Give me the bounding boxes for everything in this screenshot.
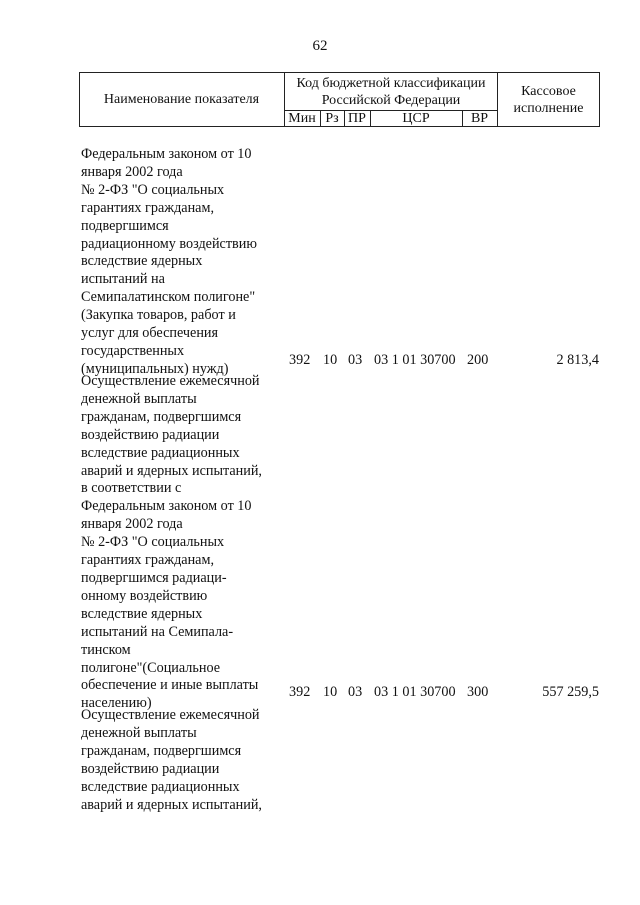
row-1-pr: 03 bbox=[348, 352, 363, 368]
row-1-min: 392 bbox=[289, 352, 311, 368]
row-2-min: 392 bbox=[289, 684, 311, 700]
table-header bbox=[79, 72, 600, 127]
header-code-line2: Российской Федерации bbox=[321, 93, 461, 108]
header-code-line1: Код бюджетной классификации bbox=[296, 76, 486, 91]
header-vr: ВР bbox=[470, 111, 489, 126]
row-1-vr: 200 bbox=[467, 352, 489, 368]
row-1-amount: 2 813,4 bbox=[556, 352, 599, 368]
row-2-name: Осуществление ежемесячной денежной выплаты гражданам, подвергшимся воздействию радиации вследствие радиационных аварий и ядерных испытаний, в соответствии с Федеральным законом от 10 января 2002 года № 2-ФЗ "О социальных гарантиях гражданам, подвергшимся радиаци- онному воздействию вследствие ядерных испытаний на Семипала- тинском полигоне"(Социальное обеспечение и иные выплаты населению) bbox=[81, 373, 262, 712]
header-execution-line2: исполнение bbox=[513, 101, 584, 116]
row-2-pr: 03 bbox=[348, 684, 363, 700]
row-3-name: Осуществление ежемесячной денежной выплаты гражданам, подвергшимся воздействию радиации вследствие радиационных аварий и ядерных испытаний, bbox=[81, 707, 262, 813]
row-1-name: Федеральным законом от 10 января 2002 года № 2-ФЗ "О социальных гарантиях гражданам, подвергшимся радиационному воздействию вследствие ядерных испытаний на Семипалатинском полигоне" (Закупка товаров, работ и услуг для обеспечения государственных (муниципальных) нужд) bbox=[81, 146, 257, 377]
row-2-rz: 10 bbox=[323, 684, 338, 700]
header-execution-line1: Кассовое bbox=[521, 84, 576, 99]
header-csr: ЦСР bbox=[402, 111, 430, 126]
header-name: Наименование показателя bbox=[103, 92, 260, 107]
row-2-vr: 300 bbox=[467, 684, 489, 700]
row-1-csr: 03 1 01 30700 bbox=[374, 352, 456, 368]
page-number: 62 bbox=[312, 38, 328, 54]
row-2-csr: 03 1 01 30700 bbox=[374, 684, 456, 700]
row-1-rz: 10 bbox=[323, 352, 338, 368]
header-min: Мин bbox=[288, 111, 316, 126]
header-top-border bbox=[79, 72, 600, 73]
header-rz: Рз bbox=[325, 111, 339, 126]
row-2-amount: 557 259,5 bbox=[542, 684, 599, 700]
header-pr: ПР bbox=[348, 111, 366, 126]
